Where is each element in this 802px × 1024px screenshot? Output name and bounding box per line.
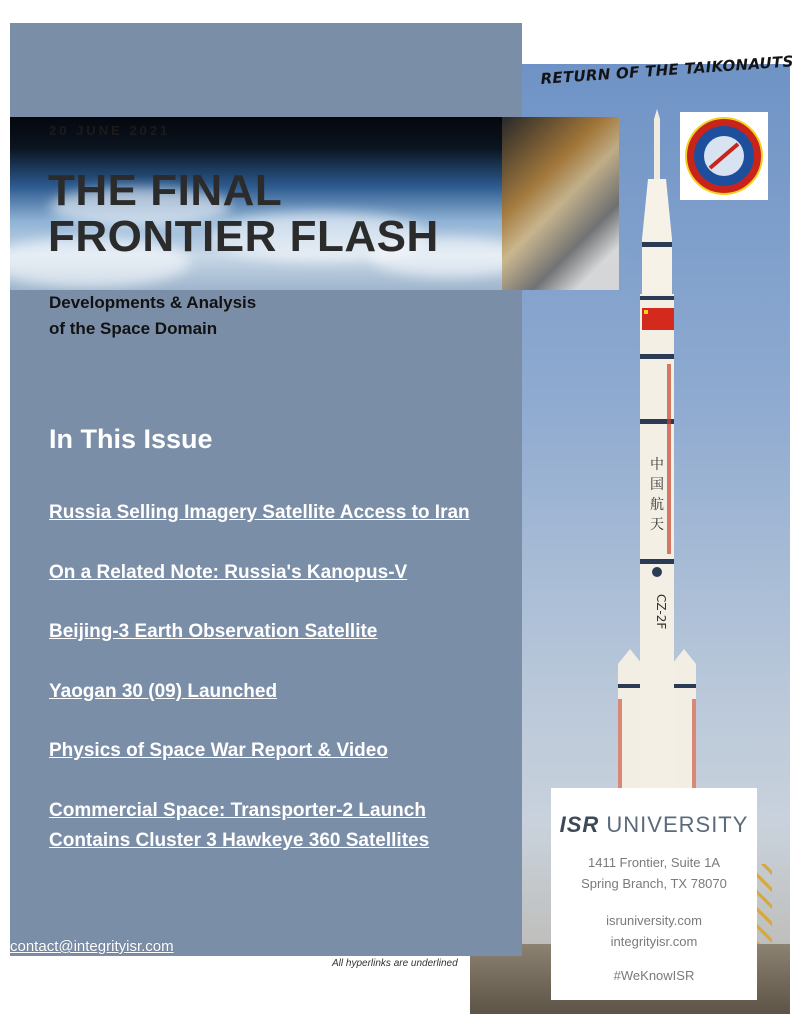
subtitle-line-2: of the Space Domain <box>49 319 218 338</box>
rocket-char-4: 天 <box>650 517 664 533</box>
mission-patch-icon <box>680 112 768 200</box>
rocket-char-1: 中 <box>650 457 664 473</box>
website-integrityisr[interactable]: integrityisr.com <box>610 934 698 949</box>
logo-isr: ISR <box>559 812 600 837</box>
contents-heading: In This Issue <box>49 424 213 454</box>
toc-link-russia-iran[interactable]: Russia Selling Imagery Satellite Access to Iran <box>49 502 470 523</box>
toc-link-beijing-3[interactable]: Beijing-3 Earth Observation Satellite <box>49 621 378 642</box>
rocket-designation: CZ-2F <box>654 594 668 630</box>
address-line-2: Spring Branch, TX 78070 <box>581 876 727 891</box>
toc-link-kanopus[interactable]: On a Related Note: Russia's Kanopus-V <box>49 562 408 583</box>
rocket-char-2: 国 <box>650 477 664 493</box>
logo-university: UNIVERSITY <box>606 812 749 837</box>
toc-link-yaogan[interactable]: Yaogan 30 (09) Launched <box>49 681 278 702</box>
isr-university-logo <box>551 812 757 838</box>
toc-link-transporter-2-line-1[interactable]: Commercial Space: Transporter-2 Launch <box>49 800 426 821</box>
subtitle-line-1: Developments & Analysis <box>49 293 257 312</box>
toc-link-space-war[interactable]: Physics of Space War Report & Video <box>49 740 388 761</box>
toc-link-transporter-2[interactable] <box>49 796 429 856</box>
title-line-2: FRONTIER FLASH <box>48 212 439 261</box>
hyperlink-note: All hyperlinks are underlined <box>332 958 458 969</box>
website-isruniversity[interactable]: isruniversity.com <box>606 913 702 928</box>
taikonauts-banner: RETURN OF THE TAIKONAUTS <box>540 52 795 88</box>
address-line-1: 1411 Frontier, Suite 1A <box>587 855 720 870</box>
mission-patch <box>680 112 768 200</box>
rocket-char-3: 航 <box>650 497 664 513</box>
space-station-module <box>502 117 619 290</box>
card-address <box>551 852 757 894</box>
newsletter-subtitle <box>49 290 256 342</box>
toc-link-transporter-2-line-2[interactable]: Contains Cluster 3 Hawkeye 360 Satellites <box>49 830 430 851</box>
newsletter-title <box>48 168 439 260</box>
title-line-1: THE FINAL <box>48 166 283 215</box>
issue-date: 20 JUNE 2021 <box>49 123 171 138</box>
card-hashtag: #WeKnowISR <box>613 968 695 983</box>
isr-university-card <box>551 788 757 1000</box>
card-websites <box>551 910 757 952</box>
contact-email-link[interactable]: contact@integrityisr.com <box>10 938 174 955</box>
